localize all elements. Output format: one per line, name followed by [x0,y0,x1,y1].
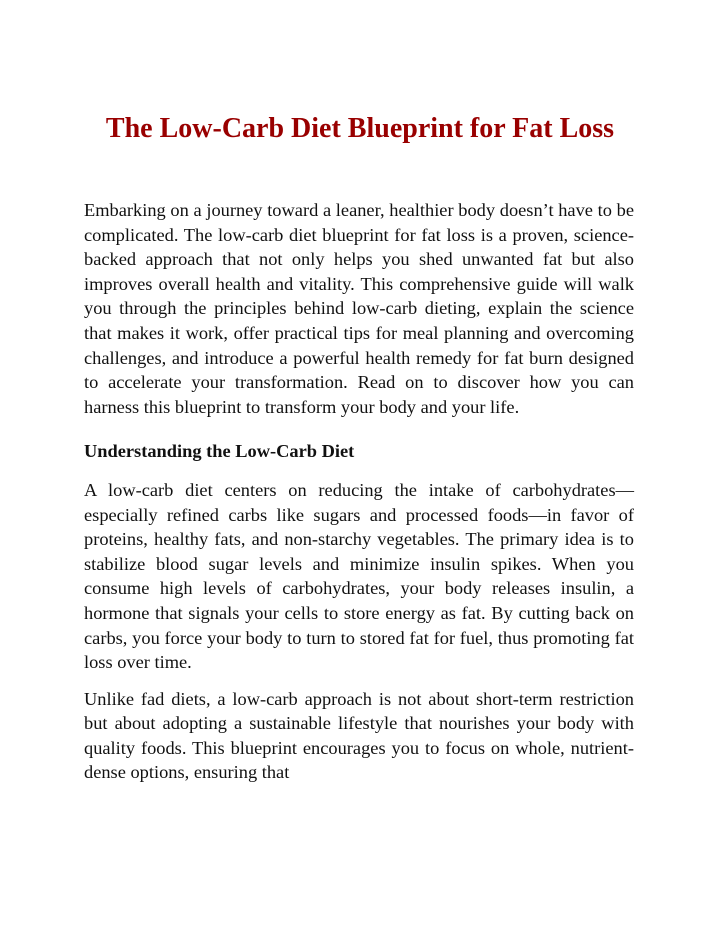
section-paragraph: Unlike fad diets, a low-carb approach is not about short-term restriction but about adopting a sustainable lifestyle that nourishes your body with quality foods. This blueprint encourages you to focus on whole, nutrient-dense options, ensuring that [84,688,634,783]
article-body [84,198,634,785]
section-heading: Understanding the Low-Carb Diet [84,441,355,462]
page-title: The Low-Carb Diet Blueprint for Fat Loss [105,113,615,144]
intro-paragraph: Embarking on a journey toward a leaner, healthier body doesn’t have to be complicated. The low-carb diet blueprint for fat loss is a proven, science-backed approach that not only helps you shed unwanted fat but also improves overall health and vitality. This comprehensive guide will walk you through the principles behind low-carb dieting, explain the science that makes it work, offer practical tips for meal planning and overcoming challenges, and introduce a powerful health remedy for fat burn designed to accelerate your transformation. Read on to discover how you can harness this blueprint to transform your body and your life. [84,200,634,417]
section-paragraph: A low-carb diet centers on reducing the intake of carbohydrates—especially refined carbs like sugars and processed foods—in favor of proteins, healthy fats, and non-starchy vegetables. The primary idea is to stabilize blood sugar levels and minimize insulin spikes. When you consume high levels of carbohydrates, your body releases insulin, a hormone that signals your cells to store energy as fat. By cutting back on carbs, you force your body to turn to stored fat for fuel, thus promoting fat loss over time. [84,479,634,673]
